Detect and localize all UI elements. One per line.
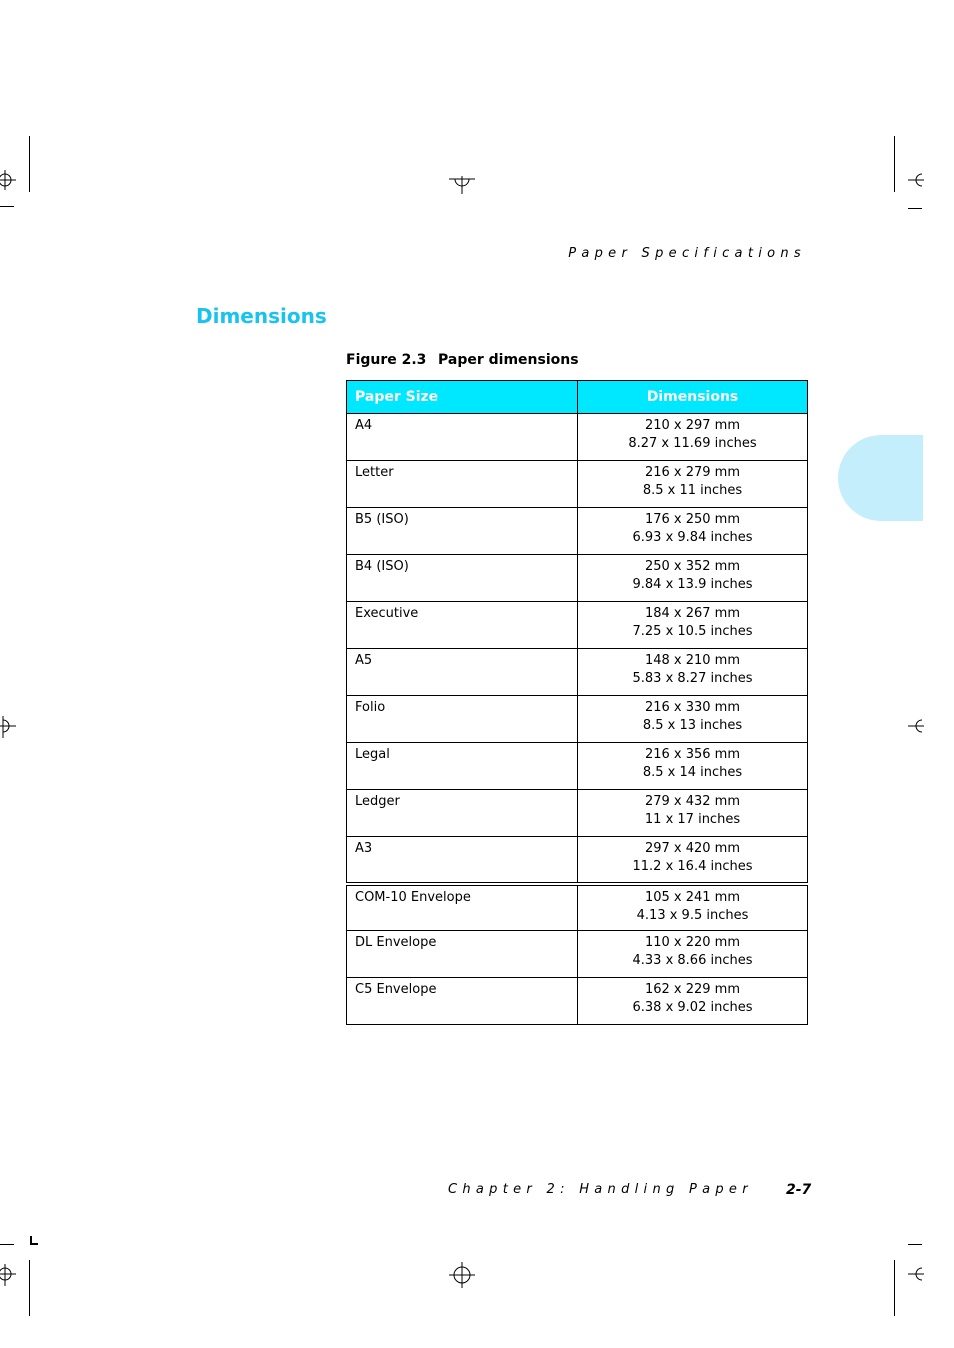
dimensions-cell	[578, 696, 808, 743]
figure-label: Figure 2.3	[346, 352, 427, 368]
dimensions-cell	[578, 508, 808, 555]
paper-size-cell: Ledger	[347, 790, 578, 837]
paper-size-cell: A3	[347, 837, 578, 884]
dimensions-inches: 8.5 x 13 inches	[642, 718, 743, 733]
dimensions-mm: 216 x 279 mm	[644, 465, 741, 480]
dimensions-mm: 110 x 220 mm	[644, 935, 741, 950]
dimensions-mm: 184 x 267 mm	[644, 606, 741, 621]
table-row	[347, 978, 808, 1025]
registration-mark-icon	[449, 176, 475, 194]
dimensions-cell	[578, 837, 808, 884]
table-row	[347, 790, 808, 837]
column-header-paper-size: Paper Size	[347, 381, 578, 414]
dimensions-inches: 6.93 x 9.84 inches	[632, 530, 753, 545]
figure-caption	[346, 352, 579, 368]
dimensions-inches: 8.27 x 11.69 inches	[628, 436, 757, 451]
running-foot: Chapter 2: Handling Paper	[448, 1182, 753, 1197]
dimensions-cell	[578, 414, 808, 461]
dimensions-inches: 9.84 x 13.9 inches	[632, 577, 753, 592]
dimensions-inches: 4.13 x 9.5 inches	[636, 907, 749, 923]
dimensions-mm: 250 x 352 mm	[644, 559, 741, 574]
table-row	[347, 602, 808, 649]
corner-mark-icon	[30, 1236, 40, 1246]
dimensions-mm: 105 x 241 mm	[644, 889, 741, 905]
page-number: 2-7	[786, 1182, 812, 1198]
paper-size-cell: A4	[347, 414, 578, 461]
registration-mark-icon	[0, 716, 16, 738]
registration-mark-icon	[906, 716, 924, 738]
table-row	[347, 696, 808, 743]
table-row	[347, 555, 808, 602]
dimensions-cell	[578, 884, 808, 931]
registration-mark-icon	[906, 1264, 924, 1286]
dimensions-cell	[578, 743, 808, 790]
dimensions-mm: 216 x 330 mm	[644, 700, 741, 715]
registration-mark-icon	[0, 1264, 16, 1286]
registration-mark-icon	[0, 170, 16, 190]
paper-size-cell: Executive	[347, 602, 578, 649]
column-header-dimensions: Dimensions	[578, 381, 808, 414]
dimensions-inches: 7.25 x 10.5 inches	[632, 624, 753, 639]
dimensions-cell	[578, 461, 808, 508]
dimensions-mm: 279 x 432 mm	[644, 794, 741, 809]
dimensions-cell	[578, 555, 808, 602]
paper-size-cell: COM-10 Envelope	[347, 884, 578, 931]
paper-size-cell: B5 (ISO)	[347, 508, 578, 555]
table-row	[347, 414, 808, 461]
table-row	[347, 743, 808, 790]
paper-size-cell: Letter	[347, 461, 578, 508]
paper-size-cell: DL Envelope	[347, 931, 578, 978]
registration-mark-icon	[906, 170, 924, 190]
dimensions-mm: 216 x 356 mm	[644, 747, 741, 762]
dimensions-inches: 8.5 x 11 inches	[642, 483, 743, 498]
dimensions-mm: 210 x 297 mm	[644, 418, 741, 433]
paper-size-cell: B4 (ISO)	[347, 555, 578, 602]
dimensions-inches: 11 x 17 inches	[644, 812, 741, 827]
dimensions-mm: 176 x 250 mm	[644, 512, 741, 527]
table-row	[347, 931, 808, 978]
table-row	[347, 649, 808, 696]
dimensions-cell	[578, 790, 808, 837]
table-row	[347, 837, 808, 884]
dimensions-inches: 11.2 x 16.4 inches	[632, 859, 753, 874]
paper-size-cell: A5	[347, 649, 578, 696]
dimensions-inches: 4.33 x 8.66 inches	[632, 953, 753, 968]
registration-mark-icon	[449, 1262, 475, 1288]
paper-size-cell: Folio	[347, 696, 578, 743]
paper-size-cell: C5 Envelope	[347, 978, 578, 1025]
table-body	[347, 414, 808, 1025]
dimensions-mm: 148 x 210 mm	[644, 653, 741, 668]
running-head: Paper Specifications	[568, 246, 806, 261]
table-row	[347, 884, 808, 931]
dimensions-cell	[578, 931, 808, 978]
section-title: Dimensions	[196, 304, 327, 328]
dimensions-mm: 297 x 420 mm	[644, 841, 741, 856]
dimensions-mm: 162 x 229 mm	[644, 982, 741, 997]
dimensions-cell	[578, 602, 808, 649]
paper-dimensions-table	[346, 380, 808, 1025]
dimensions-cell	[578, 649, 808, 696]
figure-title: Paper dimensions	[438, 352, 579, 368]
dimensions-inches: 5.83 x 8.27 inches	[632, 671, 753, 686]
dimensions-inches: 8.5 x 14 inches	[642, 765, 743, 780]
table-header-row	[347, 381, 808, 414]
table-row	[347, 461, 808, 508]
chapter-thumb-tab	[838, 435, 923, 521]
table-row	[347, 508, 808, 555]
paper-size-cell: Legal	[347, 743, 578, 790]
dimensions-inches: 6.38 x 9.02 inches	[632, 1000, 753, 1015]
dimensions-cell	[578, 978, 808, 1025]
